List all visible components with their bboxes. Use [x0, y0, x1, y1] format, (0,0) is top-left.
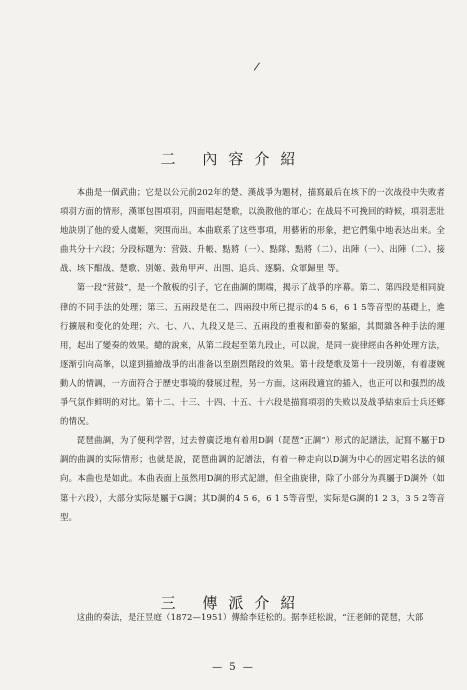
paragraph-3: 琵琶曲調，为了便利学習，过去曾廣泛地有着用D調（琵琶“正調”）形式的記譜法，記寫不屬于D調的曲調的实际情形；也就是說，琵琶曲調的記譜法，有着一种走向以D調为中心的固定唱名法的傾向。本曲也是如此。本曲表面上虽然用D調的形式記譜，但全曲旋律，除了小部分为真屬于D調外（如第十六段），大部分实际是屬于G調；其D調的4 5 6，6 1 5等音型，实际是G調的1 2 3，3 5 2等音型。	[60, 435, 445, 522]
page-number: — 5 —	[212, 662, 255, 673]
section-title-school: 三 傳派介紹	[160, 594, 307, 612]
paragraph-1: 本曲是一個武曲；它是以公元前202年的楚、漢战爭为題材，描寫最后在垓下的一次战役中失败者項羽方面的情形，漢軍包围項羽，四面唱起楚歌，以涣散他的軍心；在战局不可挽回的時候，項羽悲壯地訣別了他的爱人虞姬，突围而出。本曲联系了这些事項，用藝術的形象，把它們集中地表达出来。全曲共分十六段；分段标題为：营鼓、升帳、點將（一）、點隊、點將（二）、出陣（一）、出陣（二）、接战、垓下酣战、楚歌、別姬、鼓角甲声、出围、追兵、逐騎、众軍歸里 等。	[60, 187, 445, 274]
paragraph-4: 这曲的奏法，是汪昱庭（1872—1951）傳給李廷松的。据李廷松說，“汪老師的琵琶，大部	[76, 612, 424, 622]
top-mark: /	[253, 59, 261, 74]
section-title-content: 二 內容介紹	[160, 150, 307, 168]
paragraph-2: 第一段“营鼓”，是一个散板的引子，它在曲調的開端，揭示了战爭的序幕。第二、第四段是相同旋律的不同手法的处理；第三、五兩段是在二、四兩段中所已提示的4 5 6，6 1 5等音型的基礎上，進行擴展和变化的处理；六、七、八、九段又是三、五兩段的重複和節奏的緊縮，其間雜各种手法的運用，起出了變奏的效果。總的說來，从第二段起至第九段止，可以說，是同一旋律經由各种处理方法，逐渐引向高峯，以達到描繪战爭的出准备以至剧烈階段的效果。第十段楚歌及第十一段別姬，有着凄婉動人的情調，一方面符合于歷史事境的發展过程，另一方面，这兩段適宜的插入，也正可以和强烈的战爭气氛作鲜明的对比。第十二、十三、十四、十五、十六段是描寫項羽的失败以及战爭結束后士兵还鄉的情况。	[60, 282, 445, 427]
section-content-body	[60, 183, 445, 527]
section-school-body	[60, 608, 445, 627]
